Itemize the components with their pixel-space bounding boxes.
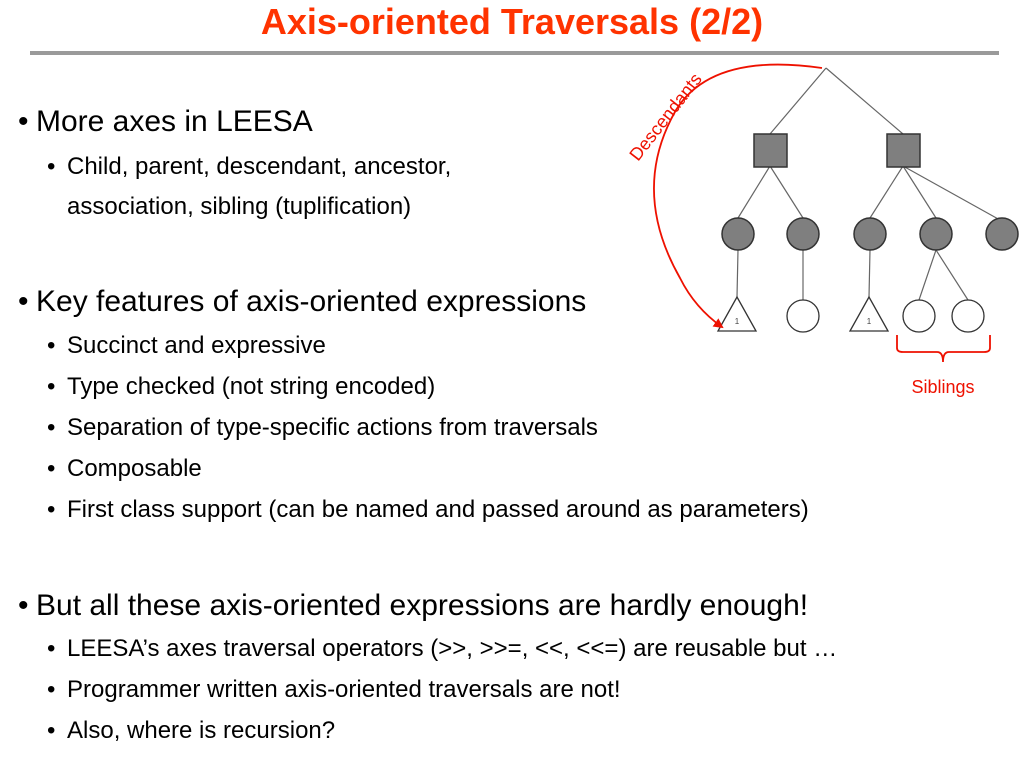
bullet-text: But all these axis-oriented expressions are hardly enough!	[36, 589, 809, 622]
edge	[903, 166, 1000, 220]
bullet-text: Separation of type-specific actions from traversals	[67, 414, 598, 441]
edge-root-right	[826, 68, 903, 134]
bullet-marker: •	[47, 717, 56, 744]
edge	[869, 250, 870, 297]
siblings-brace	[897, 335, 990, 362]
edge	[903, 166, 936, 218]
bullet-marker: •	[18, 285, 29, 318]
edge	[737, 250, 738, 297]
bullet-text: Also, where is recursion?	[67, 717, 336, 744]
bullet-text: Programmer written axis-oriented traversals are not!	[67, 676, 621, 703]
edge	[936, 250, 968, 300]
tree-edges	[737, 68, 1000, 300]
bullet-marker: •	[47, 414, 56, 441]
edge	[770, 166, 803, 218]
filled-circle-node	[722, 218, 754, 250]
bullet-text: Composable	[67, 455, 202, 482]
descendants-label: Descendants	[625, 69, 706, 165]
bullet-text: Succinct and expressive	[67, 332, 326, 359]
bullet-text: Type checked (not string encoded)	[67, 373, 436, 400]
edge	[738, 166, 770, 218]
filled-circle-node	[920, 218, 952, 250]
square-node-right	[887, 134, 920, 167]
empty-circle-node	[903, 300, 935, 332]
bullet-text: Child, parent, descendant, ancestor,	[67, 153, 452, 180]
bullet-marker: •	[47, 153, 56, 180]
bullet-marker: •	[18, 105, 29, 138]
bullet-marker: •	[47, 455, 56, 482]
triangle-label: 1	[866, 317, 872, 326]
bullet-marker: •	[47, 635, 56, 662]
edge-root-left	[770, 68, 826, 134]
bullet-marker: •	[47, 496, 56, 523]
filled-circle-node	[854, 218, 886, 250]
empty-circle-node	[952, 300, 984, 332]
siblings-label: Siblings	[911, 377, 975, 397]
slide-title: Axis-oriented Traversals (2/2)	[260, 1, 764, 42]
sub-bullet-axes-list-continuation: association, sibling (tuplification)	[67, 193, 412, 220]
triangle-label: 1	[734, 317, 740, 326]
empty-circle-node	[787, 300, 819, 332]
bullet-text: More axes in LEESA	[36, 105, 313, 138]
filled-circle-node	[787, 218, 819, 250]
bullet-marker: •	[47, 676, 56, 703]
edge	[870, 166, 903, 218]
bullet-marker: •	[18, 589, 29, 622]
filled-circle-node	[986, 218, 1018, 250]
bullet-text: Key features of axis-oriented expressions	[36, 285, 587, 318]
square-node-left	[754, 134, 787, 167]
bullet-text: LEESA’s axes traversal operators (>>, >>=, <<, <<=) are reusable but …	[67, 635, 838, 662]
bullet-marker: •	[47, 373, 56, 400]
edge	[919, 250, 936, 300]
bullet-marker: •	[47, 332, 56, 359]
bullet-text: First class support (can be named and passed around as parameters)	[67, 496, 809, 523]
